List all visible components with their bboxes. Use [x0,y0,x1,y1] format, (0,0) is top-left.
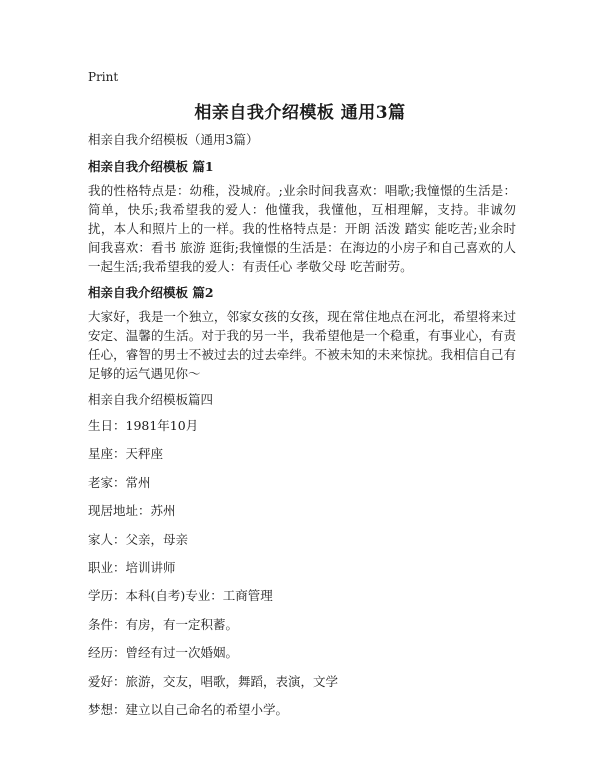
section-1-paragraph: 我的性格特点是：幼稚，没城府。;业余时间我喜欢：唱歌;我憧憬的生活是：简单，快乐;我希望我的爱人：他懂我，我懂他，互相理解，支持。非诚勿扰，本人和照片上的一样。我的性格特点是：开朗 活泼 踏实 能吃苦;业余时间我喜欢：看书 旅游 逛街;我憧憬的生活是：在海边的小房子和自己喜欢的人一起生活;我希望我的爱人：有责任心 孝敬父母 吃苦耐劳。 [88,183,516,274]
profile-field-zodiac: 星座：天秤座 [88,446,164,462]
profile-field-hometown: 老家：常州 [88,474,151,490]
document-body [88,130,516,728]
profile-field-dream: 梦想：建立以自己命名的希望小学。 [88,701,289,717]
profile-field-experience: 经历：曾经有过一次婚姻。 [88,645,239,661]
document-title: 相亲自我介绍模板 通用3篇 [194,103,406,123]
profile-field-family: 家人：父亲，母亲 [88,531,189,547]
section-heading-2: 相亲自我介绍模板 篇2 [88,285,214,300]
section-2-paragraph: 大家好，我是一个独立，邻家女孩的女孩，现在常住地点在河北，希望将来过安定、温馨的生活。对于我的另一半，我希望他是一个稳重，有事业心，有责任心，睿智的男士不被过去的过去牵绊。不被未知的未来惊扰。我相信自己有足够的运气遇见你～ [88,309,516,381]
profile-field-hobbies: 爱好：旅游，交友，唱歌，舞蹈，表演，文学 [88,673,339,689]
print-label: Print [88,70,119,84]
profile-field-list [88,416,516,728]
profile-field-conditions: 条件：有房，有一定积蓄。 [88,616,239,632]
document-subtitle: 相亲自我介绍模板（通用3篇） [88,132,259,147]
section-heading-1: 相亲自我介绍模板 篇1 [88,159,214,174]
profile-field-education: 学历：本科(自考)专业：工商管理 [88,588,273,604]
section-heading-4: 相亲自我介绍模板篇四 [88,392,214,407]
profile-field-residence: 现居地址：苏州 [88,503,176,519]
profile-field-birthday: 生日：1981年10月 [88,418,199,433]
profile-field-occupation: 职业：培训讲师 [88,559,176,575]
